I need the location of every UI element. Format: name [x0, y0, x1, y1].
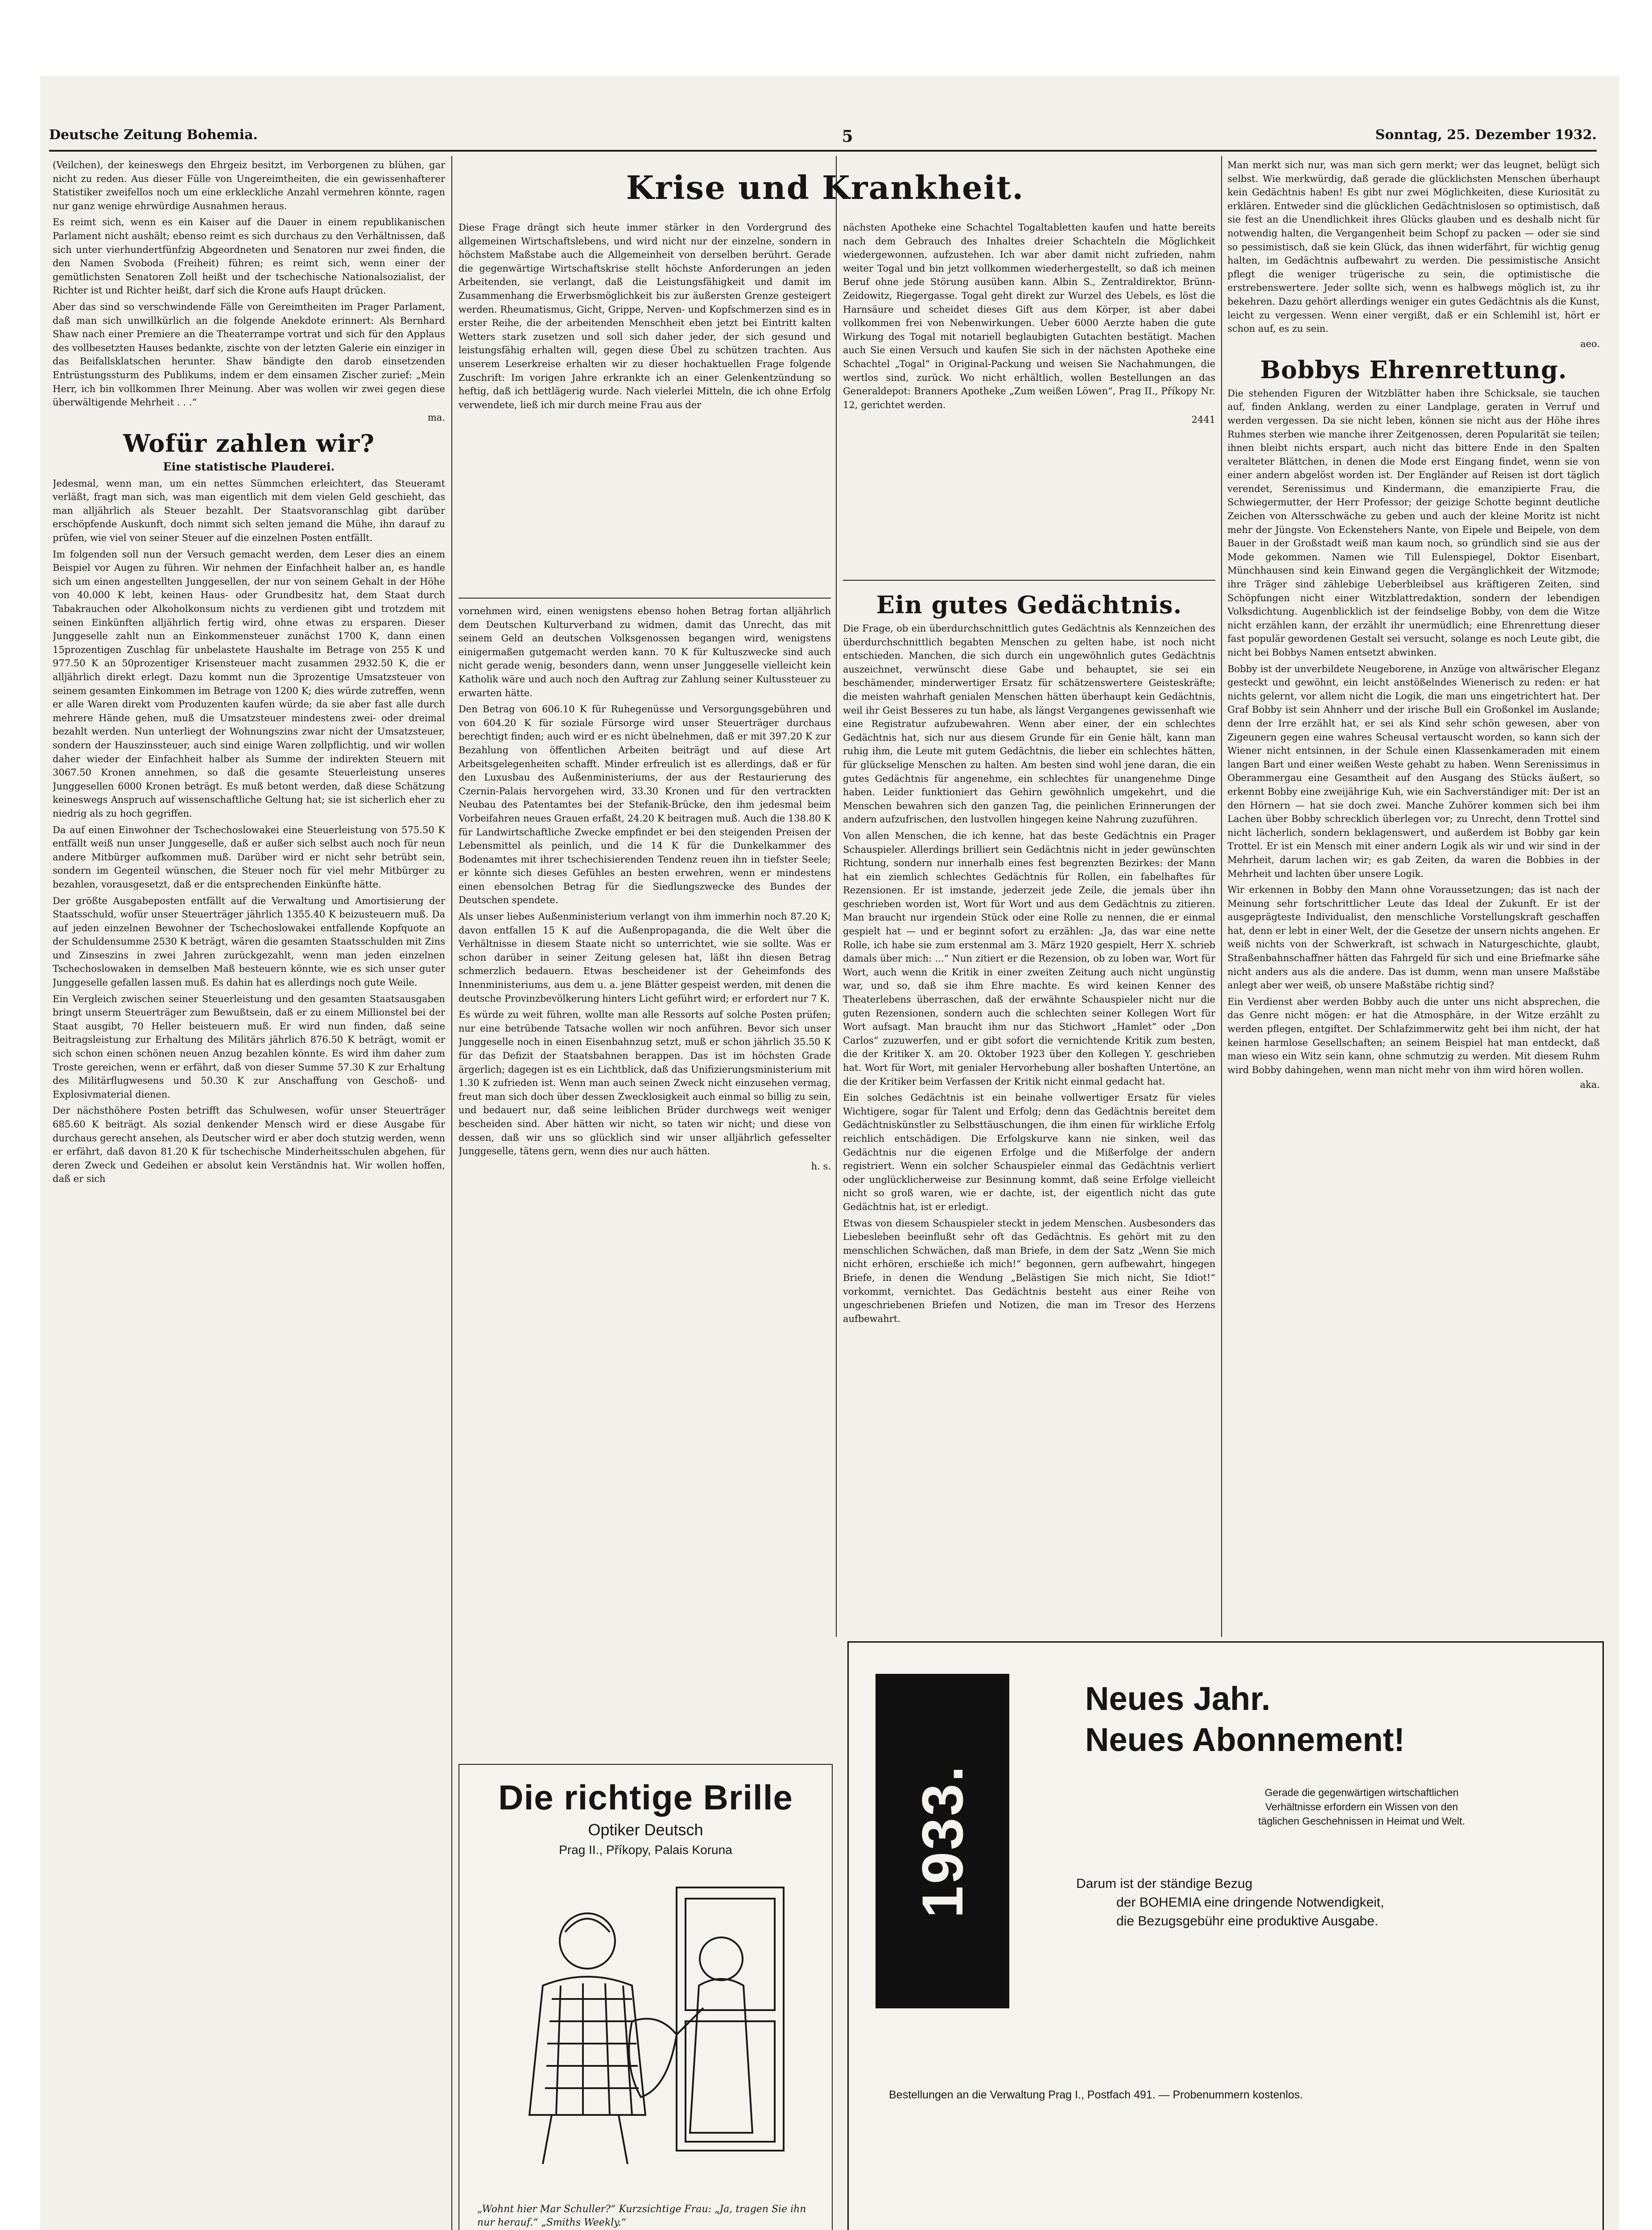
- paragraph: Im folgenden soll nun der Versuch gemacht werden, dem Leser dies an einem Beispiel vor Augen zu führen. Wir nehmen der Einfachheit halber an, es handle sich um einen angestellten Junggesellen, der nur von seinem Gehalt in der Höhe von 40.000 K lebt, keinen Haus- oder Grundbesitz hat, dem Staat durch Tabakrauchen oder Alkoholkonsum nichts zu verdienen gibt und trotzdem mit seinen Einkünften alljährlich fertig wird, ohne etwas zu ersparen. Dieser Junggeselle zahlt nun an Einkommensteuer zunächst 1700 K, dann einen 15prozentigen Zuschlag für unbelastete Haushalte im Betrage von 255 K und 977.50 K an 50prozentiger Krisensteuer macht zusammen 2932.50 K, die er alljährlich direkt erlegt. Dazu kommt nun die 3prozentige Umsatzsteuer von seinem gesamten Einkommen im Betrage von 1200 K; dies würde zutreffen, wenn er alle Waren direkt vom Produzenten kaufen würde; da sie aber fast alle durch mehrere Hände gehen, muß die Umsatzsteuer mindestens zwei- oder dreimal bezahlt werden. Nun unterliegt der Wohnungszins zwar nicht der Umsatzsteuer, sondern der Hauszinssteuer, auch sind einige Waren zollpflichtig, und wir wollen daher wieder der Einfachheit halber als Summe der indirekten Steuern mit 3067.50 Kronen annehmen, so daß die gesamte Steuerleistung unseres Junggesellen 6000 Kronen beträgt. Es muß betont werden, daß diese Schätzung keineswegs Anspruch auf wissenschaftliche Geltung hat; sie ist sicherlich eher zu niedrig als zu hoch gegriffen.: [53, 549, 445, 819]
- author-signature: aeo.: [1580, 338, 1600, 349]
- article-column-3: [843, 584, 1215, 1632]
- ad-order-info: Bestellungen an die Verwaltung Prag I., Postfach 491. — Probenummern kostenlos.: [889, 2089, 1303, 2101]
- ad-headline: Neues Abonnement!: [1085, 1721, 1405, 1758]
- paragraph: Ein Vergleich zwischen seiner Steuerleistung und den gesamten Staatsausgaben bringt unserm Steuerträger zum Bewußtsein, daß er zu einem Millionstel bei der Staat ausgibt, 70 Heller beisteuern muß. Er wird nun finden, daß seine Beitragsleistung zur Erhaltung des Militärs jährlich 876.50 K beträgt, womit er sich schon einen schönen neuen Anzug bezahlen könnte. Es wird ihm daher zum Troste gereichen, wenn er erfährt, daß von dieser Summe 57.30 K zur Erhaltung des Militärflugwesens und 50.30 K zur Anschaffung von Geschoß- und Explosivmaterial dienen.: [53, 993, 445, 1100]
- author-signature: ma.: [427, 412, 445, 423]
- ad-code: 2441: [1191, 414, 1215, 425]
- article-column-3-top: [843, 221, 1215, 578]
- author-signature: h. s.: [811, 1160, 831, 1172]
- author-signature: aka.: [1580, 1079, 1600, 1090]
- header-rule: [49, 150, 1597, 152]
- paragraph: vornehmen wird, einen wenigstens ebenso hohen Betrag fortan alljährlich dem Deutschen Kulturverband zu widmen, damit das Unrecht, das mit seinem Geld an deutschen Volksgenossen begangen wird, wenigstens einigermaßen gutgemacht werden kann. 70 K für Kultuszwecke sind auch nicht gerade wenig, besonders dann, wenn unser Junggeselle vielleicht kein Katholik wäre und auch noch den Auftrag zur Zahlung seiner Kultussteuer zu erwarten hätte.: [458, 606, 831, 698]
- paragraph: Der nächsthöhere Posten betrifft das Schulwesen, wofür unser Steuerträger 685.60 K beiträgt. Als sozial denkender Mensch wird er diese Ausgabe für durchaus gerecht ansehen, als Deutscher wird er aber doch stutzig werden, wenn er erfährt, daß davon 81.20 K für tschechische Minderheitsschulen abgehen, für deren Zweck und Gedeihen er absolut kein Verständnis hat. Wir wollen hoffen, daß er sich: [53, 1105, 445, 1185]
- article-column-2: [458, 604, 831, 1757]
- article-title-krise: Krise und Krankheit.: [626, 169, 1024, 206]
- subscription-advertisement: [847, 1641, 1604, 2230]
- paragraph: Als unser liebes Außenministerium verlangt von ihm immerhin noch 87.20 K; davon entfallen 15 K auf die Außenpropaganda, die die Welt über die Verhältnisse in diesem Staate nicht so unterrichtet, wie sie sollte. Was er schon darüber in seiner Zeitung gelesen hat, läßt ihn diesen Betrag schmerzlich bedauern. Etwas bescheidener ist der Geheimfonds des Innenministeriums, aus dem u. a. jene Blätter gespeist werden, mit denen die deutsche Provinzbevölkerung hinters Licht geführt wird; er erfordert nur 7 K.: [458, 911, 831, 1004]
- article-title: Wofür zahlen wir?: [123, 429, 375, 458]
- paragraph: Diese Frage drängt sich heute immer stärker in den Vordergrund des allgemeinen Wirtschaftslebens, und wird nicht nur der einzelne, sondern in höchstem Maßstabe auch die Allgemeinheit von derselben berührt. Gerade die gegenwärtige Wirtschaftskrise stellt höchste Anforderungen an jeden Arbeitenden, sie verlangt, daß die Leistungsfähigkeit und damit im Zusammenhang die Erwerbsmöglichkeit bis zur äußersten Grenze gesteigert werden. Rheumatismus, Gicht, Grippe, Nerven- und Kopfschmerzen sind es in erster Reihe, die der arbeitenden Menschheit eben jetzt bei Eintritt kalten Wetters stark zusetzen und soll sich daher jeder, der sich gesund und leistungsfähig erhalten will, gegen diese Übel zu schützen trachten. Aus unserem Leserkreise erhalten wir zu dieser hochaktuellen Frage folgende Zuschrift: Im vorigen Jahre erkrankte ich an einer Gelenkentzündung so heftig, daß ich bettlägerig wurde. Nach vielerlei Mitteln, die ich ohne Erfolg verwendete, ließ ich mir durch meine Frau aus der: [458, 222, 831, 410]
- paragraph: Ein solches Gedächtnis ist ein beinahe vollwertiger Ersatz für vieles Wichtigere, sogar für Talent und Erfolg; denn das Gedächtnis bereitet dem Gedächtniskünstler zu Selbsttäuschungen, die ihm einen für wirkliche Erfolg reichlich entschädigen. Die Erfolgskurve kann nie sinken, weil das Gedächtnis nur die eigenen Erfolge und die Mißerfolge der andern registriert. Wenn ein solcher Schauspieler einmal das Gedächtnis verliert oder unglücklicherweise zur Besinnung kommt, daß seine Erfolge vielleicht nicht so groß waren, wie er dachte, ist, der eigentlich nicht das gute Gedächtnis hat, ist er erledigt.: [843, 1092, 1215, 1212]
- paragraph: Es reimt sich, wenn es ein Kaiser auf die Dauer in einem republikanischen Parlament nicht aushält; ebenso reimt es sich durchaus zu den Verhältnissen, daß sich unter vierhundertfünfzig Abgeordneten und Senatoren nur zwei finden, die den Namen Svoboda (Freiheit) führen; es reimt sich, wenn einer der gemütlichsten Senatoren Zoll heißt und der tschechische Nationalsozialist, der Richter ist und Richter heißt, darf sich die Krone aufs Haupt drücken.: [53, 217, 445, 296]
- ad-small-text: Gerade die gegenwärtigen wirtschaftlichen Verhältnisse erfordern ein Wissen von den täglichen Geschehnissen in Heimat und Welt.: [1258, 1787, 1465, 1827]
- paragraph: Wir erkennen in Bobby den Mann ohne Voraussetzungen; das ist nach der Meinung sehr fortschrittlicher Leute das Ideal der Zukunft. Er ist der ausgeprägteste Individualist, den menschliche Vorstellungskraft geschaffen hat, denn er lebt in einer Welt, der die Gesetze der unsern nichts angehen. Er weiß nichts von der Schwerkraft, ist schwach in Naturgeschichte, glaubt, Straßenbahnschaffner hätten das Fahrgeld für sich und eine Briefmarke sähe nicht anders aus als die andere. Das ist dumm, wenn man unsere Maßstäbe anlegt aber wer weiß, ob unsere Maßstäbe richtig sind?: [1227, 884, 1600, 991]
- paragraph: Die Frage, ob ein überdurchschnittlich gutes Gedächtnis als Kennzeichen des überdurchschnittlich begabten Menschen zu gelten habe, ist noch nicht entschieden. Manchen, die sich durch ein ungewöhnlich gutes Gedächtnis auszeichnet, verwünscht diese Gabe und behauptet, sie sei ein beschämender, minderwertiger Ersatz für schätzenswertere Geisteskräfte; die meisten wahrhaft genialen Menschen hätten überhaupt kein Gedächtnis, weil ihr Geist Besseres zu tun habe, als längst Vergangenes gewissenhaft wie eine Registratur aufzubewahren. Wenn aber einer, der ein schlechtes Gedächtnis hat, sich nur aus diesem Grunde für ein Genie hält, kann man ruhig ihm, die Leute mit gutem Gedächtnis, die lieber ein schlechtes hätten, für glückselige Menschen zu halten. Am besten sind wohl jene daran, die ein gutes Gedächtnis für angenehme, ein schlechtes für unangenehme Dinge haben. Leider funktioniert das Gehirn gewöhnlich umgekehrt, und die Menschen bewahren sich den ganzen Tag, die peinlichen Erinnerungen der andern aufzufrischen, den lustvollen hingegen keine Nahrung zuzuführen.: [843, 623, 1215, 825]
- paragraph: Aber das sind so verschwindende Fälle von Gereimtheiten im Prager Parlament, daß man sich unwillkürlich an die folgende Anekdote erinnert: Als Bernhard Shaw nach einer Premiere an die Theaterrampe vortrat und sich für den Applaus des vollbesetzten Hauses bedankte, zischte von der letzten Galerie ein einziger in das Beifallsklatschen herunter. Shaw bändigte den darob einsetzenden Entrüstungssturm des Publikums, indem er dem einsamen Zischer zurief: „Mein Herr, ich bin vollkommen Ihrer Meinung. Aber was wollen wir zwei gegen diese überwältigende Mehrheit . . .“: [53, 301, 445, 408]
- cartoon-caption: „Wohnt hier Mar Schuller?“ Kurzsichtige Frau: „Ja, tragen Sie ihn nur herauf.“ „Smiths Weekly.“: [477, 2204, 806, 2228]
- article-title: Ein gutes Gedächtnis.: [876, 591, 1182, 619]
- section-rule: [458, 598, 831, 599]
- paragraph: Ein Verdienst aber werden Bobby auch die unter uns nicht absprechen, die das Genre nicht mögen: er hat die Atmosphäre, in der Witze erzählt zu werden pflegen, entgiftet. Der Schlafzimmerwitz geht bei ihm nicht, der hat keinen harmlose Gesellschaften; an seinem Beispiel hat man entdeckt, daß man wieso ein Witz sein kann, ohne schmutzig zu werden. Mit diesem Ruhm wird Bobby dahingehen, wenn man nicht mehr von ihm wird hören wollen.: [1227, 996, 1600, 1075]
- article-column-1: [53, 158, 445, 2230]
- issue-date: Sonntag, 25. Dezember 1932.: [1375, 127, 1597, 143]
- ad-brand: Die richtige Brille: [498, 1778, 793, 1817]
- paragraph: Der größte Ausgabeposten entfällt auf die Verwaltung und Amortisierung der Staatsschuld, wofür unser Steuerträger jährlich 1355.40 K beizusteuern muß. Da auf jeden einzelnen Bewohner der Tschechoslowakei entfallende Kopfquote an der Schuldensumme 2530 K beträgt, wären die gesamten Staatsschulden mit Zins und Zinseszins in zwei Jahren zurückgezahlt, wenn man jeden einzelnen Tschechoslowaken in demselben Maß besteuern könnte, wie es sich unser guter Junggeselle gefallen lassen muß. Es dahin hat es allerdings noch gute Weile.: [53, 895, 445, 988]
- ad-address: Prag II., Příkopy, Palais Koruna: [559, 1843, 732, 1857]
- paragraph: Den Betrag von 606.10 K für Ruhegenüsse und Versorgungsgebühren und von 604.20 K für soziale Fürsorge wird unser Steuerträger durchaus berechtigt finden; auch wird er es nicht übelnehmen, daß er mit 397.20 K zur Bezahlung von öffentlichen Arbeiten beiträgt und auf diese Art Arbeitsgelegenheiten schafft. Minder erfreulich ist es allerdings, daß er für den Luxusbau des Außenministeriums, der aus der Restaurierung des Czernin-Palais hervorgehen wird, 33.30 Kronen und für den vertrackten Neubau des Patentamtes bei der Stefanik-Brücke, den ihm jedesmal beim Vorbeifahren neues Grauen erfaßt, 24.20 K beitragen muß. Auch die 138.80 K für Landwirtschaftliche Zwecke empfindet er bei den steigenden Preisen der Lebensmittel als peinlich, und die 14 K für die Dunkelkammer des Bodenamtes mit ihrer tschechisierenden Tendenz reuen ihn in tiefster Seele; er könnte sich dieses Gefühles an besten erwehren, wenn er mindestens einen ebensolchen Betrag für die Siedlungszwecke des Bundes der Deutschen spendete.: [458, 704, 831, 906]
- column-divider: [451, 156, 452, 2230]
- ad-subtitle: Optiker Deutsch: [588, 1821, 703, 1839]
- article-column-4: [1227, 158, 1600, 1635]
- section-rule: [843, 580, 1215, 581]
- paragraph: Etwas von diesem Schauspieler steckt in jedem Menschen. Ausbesonders das Liebesleben beeinflußt sehr oft das Gedächtnis. Es gehört mit zu den menschlichen Schwächen, daß man Briefe, in dem der Satz „Wenn Sie mich nicht erhören, erschieße ich mich!“ begonnen, gern aufbewahrt, hingegen Briefe, in denen die Wendung „Belästigen Sie mich nicht, Sie Idiot!“ vorkommt, vernichtet. Das Gedächtnis besteht aus einer Reihe von ungeschriebenen Briefen und Notizen, die man im Tresor des Herzens aufbewahrt.: [843, 1218, 1215, 1324]
- paragraph: Es würde zu weit führen, wollte man alle Ressorts auf solche Posten prüfen; nur eine betrübende Tatsache wollen wir noch anführen. Bevor sich unser Junggeselle noch in einen Eisenbahnzug setzt, muß er schon jährlich 35.50 K für das Defizit der Staatsbahnen berappen. Das ist im höchsten Grade ärgerlich; dagegen ist es ein Lichtblick, daß das Unifizierungsministerium mit 1.30 K zufrieden ist. Wenn man auch seinen Zweck nicht einzusehen vermag, freut man sich doch über dessen Zwecklosigkeit auch einmal so billig zu sein, und bedauert nur, daß seine leiblichen Brüder durchwegs weit weniger bescheiden sind. Aber hätten wir nicht, so taten wir nicht; und diese von dessen, daß wir uns so glücklich sind wir unser alljährlich gefesselter Junggeselle, tätens gern, wenn dies nur auch hätten.: [458, 1009, 831, 1157]
- article-subtitle: Eine statistische Plauderei.: [163, 460, 335, 473]
- paragraph: Jedesmal, wenn man, um ein nettes Sümmchen erleichtert, das Steueramt verläßt, fragt man sich, was man eigentlich mit dem vielen Geld geschieht, das man alljährlich als Steuer bezahlt. Der Staatsvoranschlag gibt darüber erschöpfende Auskunft, doch nimmt sich selten jemand die Mühe, ihn darauf zu prüfen, wie viel von seiner Steuer auf die einzelnen Posten entfällt.: [53, 478, 445, 544]
- ad-body-text: Darum ist der ständige Bezug der BOHEMIA eine dringende Notwendigkeit, die Bezugsgebühr eine produktive Ausgabe.: [1076, 1876, 1384, 1929]
- paragraph: nächsten Apotheke eine Schachtel Togaltabletten kaufen und hatte bereits nach dem Gebrauch des Inhaltes dreier Schachteln die Möglichkeit wiedergewonnen, aufzustehen. Ich war aber damit nicht zufrieden, nahm weiter Togal und bin jetzt vollkommen wiederhergestellt, so daß ich meinen Beruf ohne jede Störung ausüben kann. Albin S., Zentraldirektor, Brünn-Zeidowitz, Riegergasse. Togal geht direkt zur Wurzel des Uebels, es löst die Harnsäure und scheidet dieses Gift aus dem Körper, ist aber dabei vollkommen frei von Nebenwirkungen. Ueber 6000 Aerzte haben die gute Wirkung des Togal mit notariell beglaubigten Gutachten bestätigt. Machen auch Sie einen Versuch und kaufen Sie sich in der nächsten Apotheke eine Schachtel „Togal“ in Original-Packung und weisen Sie Nachahmungen, die wertlos sind, zurück. Wo nicht erhältlich, wollen Bestellungen an das Generaldepot: Branners Apotheke „Zum weißen Löwen“, Prag II., Příkopy Nr. 12, gerichtet werden.: [843, 222, 1215, 410]
- optician-advertisement: [458, 1764, 833, 2230]
- column-divider: [836, 156, 837, 1637]
- page-header: [49, 127, 1597, 149]
- paragraph: Man merkt sich nur, was man sich gern merkt; wer das leugnet, belügt sich selbst. Wie merkwürdig, daß gerade die glücklichsten Menschen überhaupt kein Gedächtnis haben! Es gibt nur zwei Möglichkeiten, diese Kuriosität zu erklären. Entweder sind die glücklichen Gedächtnislosen so optimistisch, daß sie fest an die Unendlichkeit ihres Glücks glauben und es deshalb nicht für notwendig halten, die Vergangenheit beim Schopf zu packen — oder sie sind so pessimistisch, daß sie kein Glück, das ihnen widerfährt, für wichtig genug halten, im Gedächtnis aufbewahrt zu werden. Die pessimistische Ansicht pflegt die weniger trügerische zu sein, die optimistische die erstrebenswertere. Jeder sollte sich, wenn es halbwegs möglich ist, zu ihr bekehren. Dazu gehört allerdings weniger ein gutes Gedächtnis als die Kunst, leicht zu vergessen. Wenn einer vergißt, daß er ein Schlemihl ist, hört er schon auf, es zu sein.: [1227, 160, 1600, 334]
- article-title: Bobbys Ehrenrettung.: [1260, 355, 1567, 384]
- cartoon-illustration: [489, 1874, 801, 2177]
- year-label: 1933.: [910, 1764, 975, 1918]
- paragraph: Die stehenden Figuren der Witzblätter haben ihre Schicksale, sie tauchen auf, finden Anklang, werden zu einer Landplage, geraten in Verruf und werden vergessen. Da sie nicht leben, können sie nicht aus der Höhe ihres Ruhmes sterben wie manche ihrer Zeitgenossen, deren Popularität sie teilen; ihnen bleibt nichts erspart, auch nicht das bittere Ende in den Spalten veralteter Blättchen, in denen die Mode erst Eingang findet, wenn sie von einer andern abgelöst worden ist. Der Engländer auf Reisen ist dort täglich verendet, Serenissimus und Kindermann, die emanzipierte Frau, die Schwiegermutter, der Herr Professor; der geizige Schotte beginnt deutliche Zeichen von Altersschwäche zu geben und auch der kleine Moritz ist nicht mehr der Jüngste. Von Eckenstehers Nante, von Eipele und Beipele, von dem Bauer in der Großstadt weiß man kaum noch, so gründlich sind sie aus der Mode gekommen. Namen wie Till Eulenspiegel, Doktor Eisenbart, Münchhausen sind kein Einwand gegen die Vergänglichkeit der Witzmode; ihre Träger sind zählebige Ueberbleibsel aus kräftigeren Zeiten, sind Schöpfungen nicht einer Witzblattredaktion, sondern der lebendigen Volksdichtung. Augenblicklich ist der feindselige Bobby, von dem die Witze nicht erzählen kann, der erzählt ihr unermüdlich; eine Ehrenrettung dieser fast populär gewordenen Gestalt sei versucht, solange es noch Leute gibt, die nicht bei Bobbys Namen entsetzt abwinken.: [1227, 388, 1600, 658]
- article-column-2-top: [458, 221, 831, 593]
- ad-headline: Neues Jahr.: [1085, 1680, 1271, 1717]
- paragraph: Von allen Menschen, die ich kenne, hat das beste Gedächtnis ein Prager Schauspieler. Allerdings brilliert sein Gedächtnis nicht in jeder gewünschten Richtung, sondern nur innerhalb eines fest begrenzten Bezirkes: der Mann hat ein ziemlich schlechtes Gedächtnis für Rollen, ein fabelhaftes für Rezensionen. Er ist imstande, jederzeit jede Zeile, die jemals über ihn geschrieben worden ist, Wort für Wort und aus dem Gedächtnis zu zitieren. Man braucht nur irgendein Stück oder eine Rolle zu nennen, die er einmal gespielt hat — und er beginnt sofort zu erzählen: „Ja, das war eine nette Rolle, ich habe sie zum erstenmal am 3. März 1920 gespielt, Herr X. schrieb damals über mich: ...“ Nun zitiert er die Rezension, ob zu loben war, Wort für Wort, auch wenn die Kritik in einer zweiten Zeitung auch nicht ungünstig war, und so, daß sie ihm Ehre machte. Es wird keinen Kenner des Theaterlebens überraschen, daß der erwähnte Schauspieler nicht nur die guten Rezensionen, sondern auch die schlechten seiner Kollegen Wort für Wort aufsagt. Man braucht ihm nur das Stichwort „Hamlet“ oder „Don Carlos“ zuzuwerfen, und er gibt sofort die vernichtende Kritik zum besten, die der Kritiker X. am 20. Oktober 1923 über den Kollegen Y. geschrieben hat. Wort für Wort, mit genialer Hervorhebung aller boshaften Untertöne, an die der Kritiker beim Verfassen der Kritik nicht einmal gedacht hat.: [843, 830, 1215, 1087]
- newspaper-name: Deutsche Zeitung Bohemia.: [49, 127, 258, 143]
- paragraph: Da auf einen Einwohner der Tschechoslowakei eine Steuerleistung von 575.50 K entfällt weiß nun unser Junggeselle, daß er außer sich selbst auch noch für neun andere Mitbürger aufkommen muß. Darüber wird er nicht sehr betrübt sein, sondern im Gegenteil wünschen, die Steuer noch für viel mehr Mitbürger zu bezahlen, vorausgesetzt, daß er die entsprechenden Einkünfte hätte.: [53, 824, 445, 890]
- year-box: [876, 1674, 1009, 2008]
- column-divider: [1221, 156, 1222, 1637]
- paragraph: (Veilchen), der keineswegs den Ehrgeiz besitzt, im Verborgenen zu blühen, gar nicht zu reden. Aus dieser Fülle von Ungereimtheiten, die ein gewissenhafterer Statistiker zweifellos noch um eine erkleckliche Anzahl vermehren könnte, ragen nur ganz wenige ehrwürdige Ausnahmen heraus.: [53, 160, 445, 211]
- paragraph: Bobby ist der unverbildete Neugeborene, in Anzüge von altwärischer Eleganz gesteckt und gewöhnt, ein leicht anstößelndes Wienerisch zu reden: er hat nichts gelernt, vor allem nicht die Logik, die man uns eingetrichtert hat. Der Graf Bobby ist sein Ahnherr und der irische Bull ein Großonkel im Auslande; denn der Irre erzählt hat, er sei als Kind sehr schön gewesen, aber von Zigeunern gegen eine wahres Scheusal vertauscht worden, so kann sich der Wiener nicht entsinnen, in der Schule einen Klassenkameraden mit einem langen Bart und einer weißen Weste gehabt zu haben. Wenn Serenissimus in Oberammergau eine Gesamtheit auf den Ausgang des Stücks äußert, so erkennt Bobby eine zweijährige Kuh, wie ein Sachverständiger mit: Der ist an den Hörnern — hat sie doch zwei. Manche Zuhörer kommen sich bei ihm Lachen über Bobby schrecklich überlegen vor; zu Unrecht, denn Trottel sind nicht lächerlich, sondern beklagenswert, und außerdem ist Bobby gar kein Trottel. Er ist ein Mensch mit einer andern Logik als wir und wir sind in der Mehrheit, darum lachen wir; es gab Zeiten, da waren die Bobbies in der Mehrheit und lachten über unsere Logik.: [1227, 663, 1600, 879]
- page-number: 5: [842, 127, 853, 146]
